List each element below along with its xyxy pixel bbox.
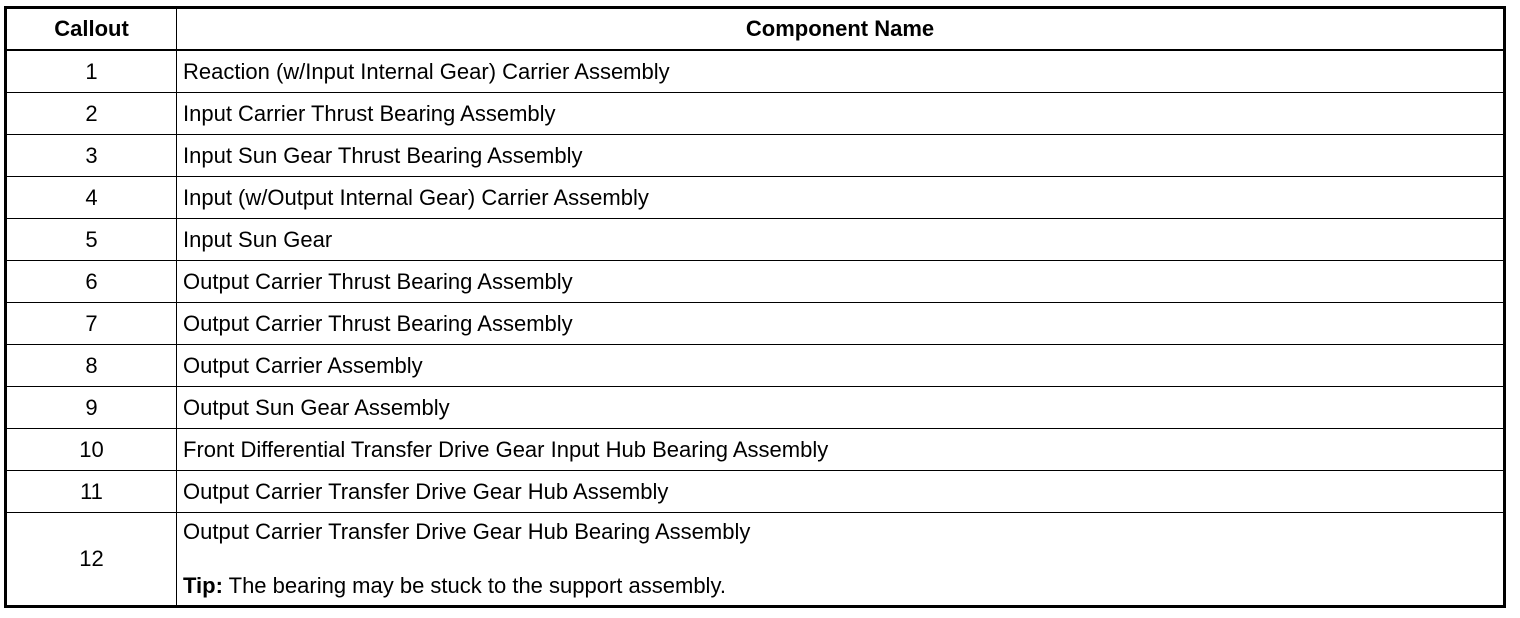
tip-note	[183, 574, 1503, 598]
callout-number: 7	[6, 303, 177, 345]
column-header-callout: Callout	[6, 8, 177, 51]
table-row	[6, 387, 1505, 429]
table-row	[6, 303, 1505, 345]
callout-number: 1	[6, 50, 177, 93]
component-name: Input Sun Gear Thrust Bearing Assembly	[177, 135, 1505, 177]
component-name: Output Carrier Transfer Drive Gear Hub Bearing Assembly	[183, 519, 751, 544]
callout-number: 9	[6, 387, 177, 429]
component-name: Reaction (w/Input Internal Gear) Carrier Assembly	[177, 50, 1505, 93]
table-row	[6, 177, 1505, 219]
callout-number: 5	[6, 219, 177, 261]
tip-text: The bearing may be stuck to the support assembly.	[222, 573, 726, 598]
component-table	[4, 6, 1506, 608]
table-row	[6, 219, 1505, 261]
component-table-container	[4, 6, 1506, 608]
table-row	[6, 471, 1505, 513]
callout-number: 12	[6, 513, 177, 607]
callout-number: 3	[6, 135, 177, 177]
table-row	[6, 50, 1505, 93]
component-name: Input (w/Output Internal Gear) Carrier Assembly	[177, 177, 1505, 219]
callout-number: 2	[6, 93, 177, 135]
component-name: Input Sun Gear	[177, 219, 1505, 261]
component-name-cell	[177, 513, 1505, 607]
component-name: Front Differential Transfer Drive Gear Input Hub Bearing Assembly	[177, 429, 1505, 471]
table-row	[6, 513, 1505, 607]
table-row	[6, 135, 1505, 177]
callout-number: 6	[6, 261, 177, 303]
table-row	[6, 93, 1505, 135]
table-header-row	[6, 8, 1505, 51]
tip-label: Tip:	[183, 573, 223, 598]
callout-number: 10	[6, 429, 177, 471]
component-name: Output Sun Gear Assembly	[177, 387, 1505, 429]
component-name: Output Carrier Assembly	[177, 345, 1505, 387]
component-name: Input Carrier Thrust Bearing Assembly	[177, 93, 1505, 135]
component-name: Output Carrier Transfer Drive Gear Hub Assembly	[177, 471, 1505, 513]
component-name: Output Carrier Thrust Bearing Assembly	[177, 261, 1505, 303]
table-row	[6, 345, 1505, 387]
column-header-component-name: Component Name	[177, 8, 1505, 51]
table-row	[6, 261, 1505, 303]
callout-number: 4	[6, 177, 177, 219]
table-row	[6, 429, 1505, 471]
callout-number: 11	[6, 471, 177, 513]
callout-number: 8	[6, 345, 177, 387]
component-name: Output Carrier Thrust Bearing Assembly	[177, 303, 1505, 345]
